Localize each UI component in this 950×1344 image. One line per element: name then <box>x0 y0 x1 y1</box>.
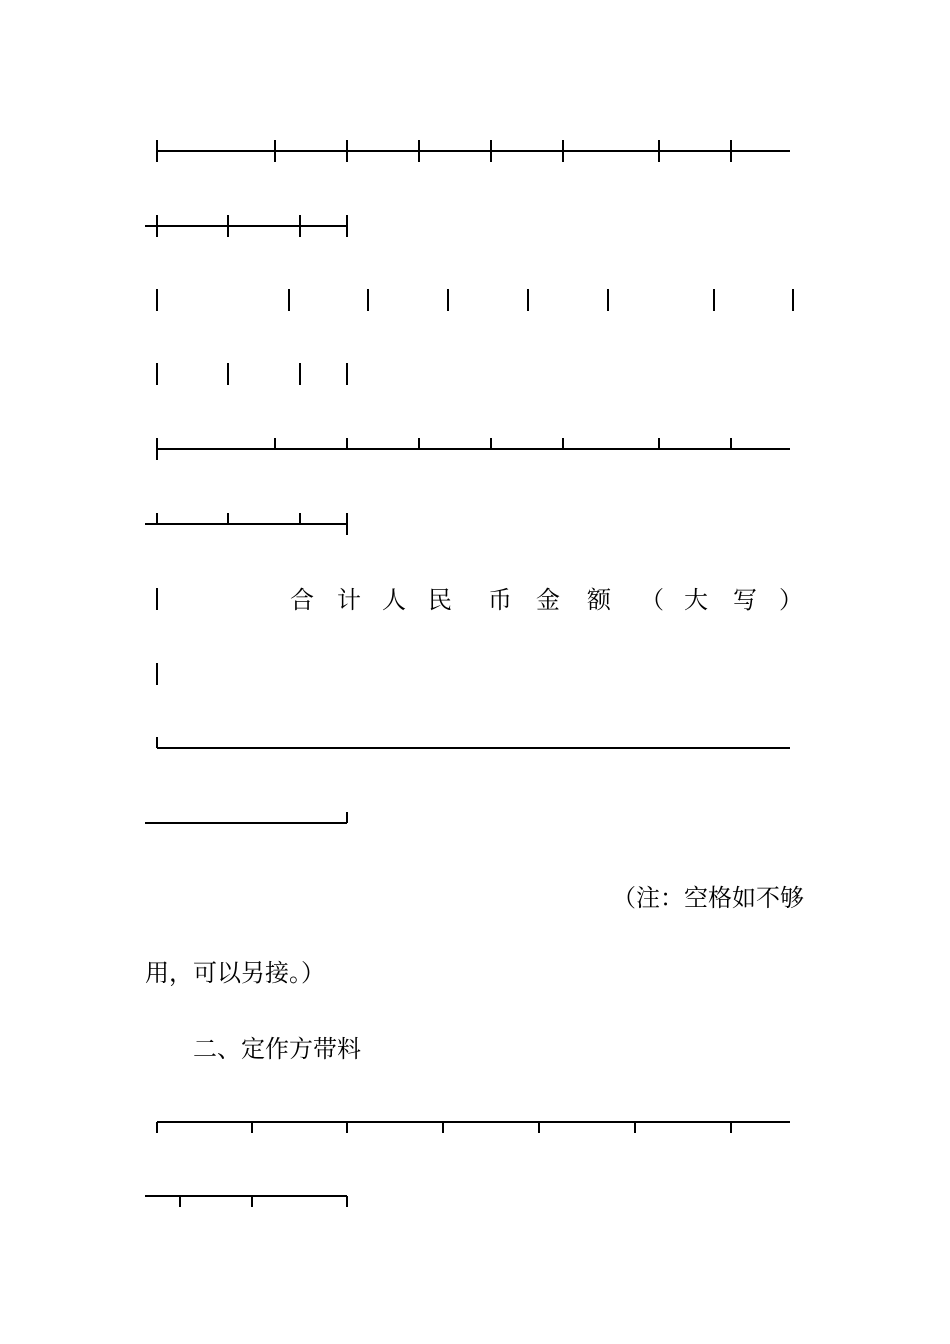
table-border-row-1a <box>157 140 790 162</box>
total-label-char: ） <box>779 586 803 614</box>
table-border-row-1b <box>145 215 347 237</box>
table-border-row-3b <box>145 513 347 535</box>
total-label-char: 金 <box>536 586 560 614</box>
table-bottom-border <box>145 737 790 823</box>
table-cells-row-2b <box>157 363 347 385</box>
table2-border-row-1a <box>157 1122 790 1133</box>
total-label-char: 合 <box>290 586 314 614</box>
total-label-char: 大 <box>684 586 708 614</box>
note-text-line-1: （注：空格如不够 <box>612 884 804 912</box>
total-label-char: 写 <box>733 586 757 614</box>
table-border-row-3a <box>157 438 790 460</box>
section-two-heading: 二、定作方带料 <box>193 1035 361 1063</box>
table-cells-row-2a <box>157 289 793 311</box>
total-label-char: （ <box>640 586 664 614</box>
total-label-char: 币 <box>488 586 512 614</box>
total-label-char: 民 <box>428 586 452 614</box>
note-text-line-2: 用，可以另接。） <box>145 959 325 987</box>
total-label-char: 人 <box>382 586 406 614</box>
table2-border-row-1b <box>145 1196 347 1207</box>
total-label-char: 计 <box>337 586 361 614</box>
total-label-char: 额 <box>587 586 611 614</box>
